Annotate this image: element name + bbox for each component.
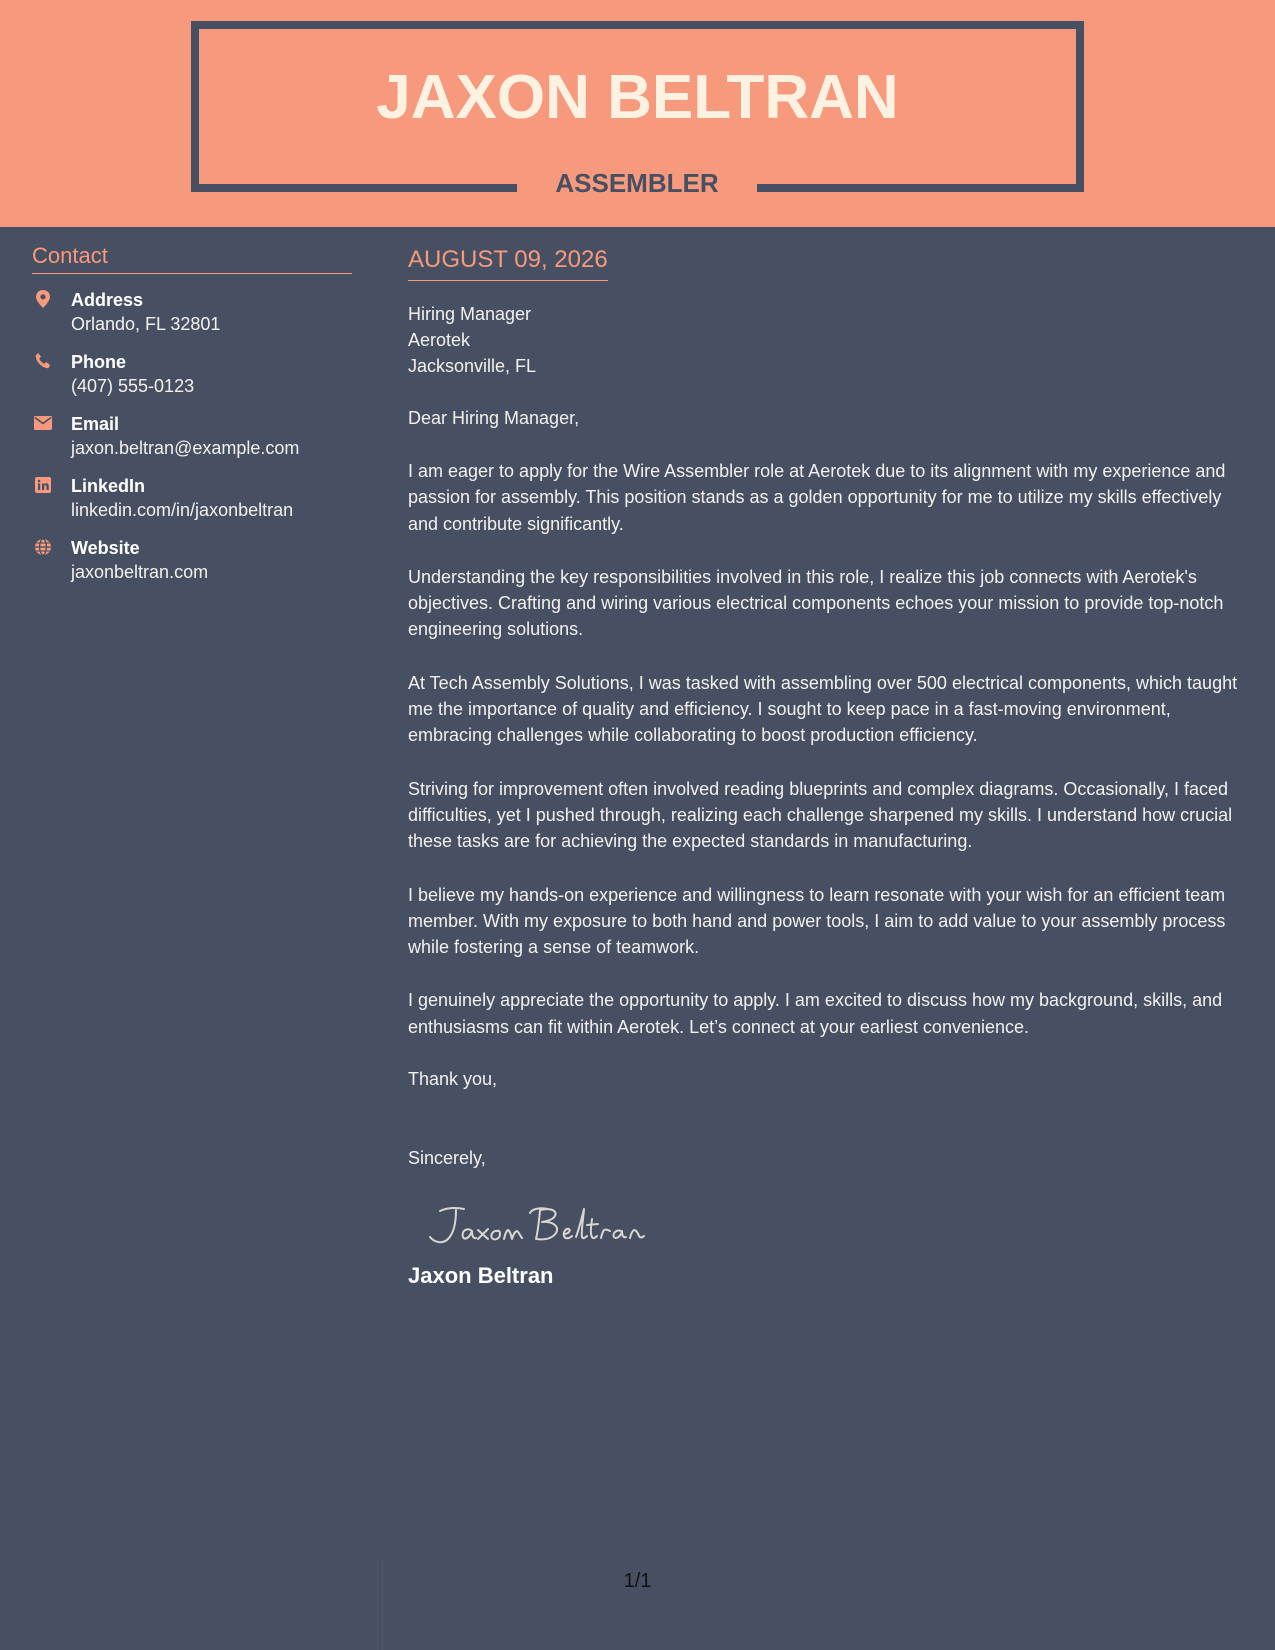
contact-heading: Contact bbox=[32, 243, 352, 274]
header-banner bbox=[0, 0, 1275, 227]
handwritten-signature bbox=[426, 1201, 1238, 1251]
contact-label: Address bbox=[71, 290, 144, 310]
contact-label: Phone bbox=[71, 352, 127, 372]
letter-body bbox=[408, 246, 1238, 1289]
letter-paragraph: Understanding the key responsibilities involved in this role, I realize this job connects with Aerotek's objectives. Crafting and wiring various electrical components echoes your mission to provide top-notch engineering solutions. bbox=[408, 566, 1224, 640]
letter-paragraph: I genuinely appreciate the opportunity to apply. I am excited to discuss how my background, skills, and enthusiasms can fit within Aerotek. Let’s connect at your earliest convenience. bbox=[408, 990, 1223, 1037]
recipient-block bbox=[408, 301, 1238, 379]
phone-icon bbox=[34, 352, 52, 370]
contact-item-email bbox=[32, 412, 352, 460]
letter-paragraph: I believe my hands-on experience and willingness to learn resonate with your wish for an efficient team member. With my exposure to both hand and power tools, I aim to add value to your assembly process while fostering a sense of teamwork. bbox=[408, 884, 1226, 958]
contact-item-phone bbox=[32, 350, 352, 398]
job-title: ASSEMBLER bbox=[555, 168, 719, 198]
contact-label: Website bbox=[71, 538, 140, 558]
closing: Thank you, bbox=[408, 1069, 498, 1090]
letter-paragraph: I am eager to apply for the Wire Assembler role at Aerotek due to its alignment with my experience and passion for assembly. This position stands as a golden opportunity for me to utilize my skills effectively and contribute significantly. bbox=[408, 461, 1226, 534]
applicant-name: JAXON BELTRAN bbox=[376, 63, 899, 132]
recipient-line: Hiring Manager bbox=[408, 304, 532, 324]
letter-paragraph: Striving for improvement often involved reading blueprints and complex diagrams. Occasionally, I faced difficulties, yet I pushed through, realizing each challenge sharpened my skills. I understand how crucial these tasks are for achieving the expected standards in manufacturing. bbox=[408, 778, 1233, 852]
letter-date: AUGUST 09, 2026 bbox=[408, 246, 608, 281]
signer-name: Jaxon Beltran bbox=[408, 1263, 554, 1289]
globe-icon bbox=[34, 538, 52, 556]
page-number: 1/1 bbox=[623, 1570, 652, 1592]
contact-value: jaxon.beltran@example.com bbox=[71, 438, 300, 458]
contact-value: Orlando, FL 32801 bbox=[71, 314, 221, 334]
contact-value: linkedin.com/in/jaxonbeltran bbox=[71, 500, 294, 520]
linkedin-icon bbox=[34, 476, 52, 494]
contact-label: LinkedIn bbox=[71, 476, 146, 496]
letter-paragraph: At Tech Assembly Solutions, I was tasked with assembling over 500 electrical components, which taught me the importance of quality and efficiency. I sought to keep pace in a fast-moving environment, embracing challenges while collaborating to boost production efficiency. bbox=[408, 672, 1238, 746]
contact-value: (407) 555-0123 bbox=[71, 376, 195, 396]
signoff: Sincerely, bbox=[408, 1148, 486, 1169]
map-pin-icon bbox=[34, 290, 52, 308]
contact-value: jaxonbeltran.com bbox=[71, 562, 209, 582]
contact-item-website bbox=[32, 536, 352, 584]
contact-item-address bbox=[32, 288, 352, 336]
contact-item-linkedin bbox=[32, 474, 352, 522]
contact-sidebar bbox=[32, 243, 352, 584]
salutation: Dear Hiring Manager, bbox=[408, 408, 580, 428]
recipient-line: Jacksonville, FL bbox=[408, 356, 537, 376]
recipient-line: Aerotek bbox=[408, 330, 471, 350]
contact-label: Email bbox=[71, 414, 120, 434]
envelope-icon bbox=[34, 414, 52, 432]
